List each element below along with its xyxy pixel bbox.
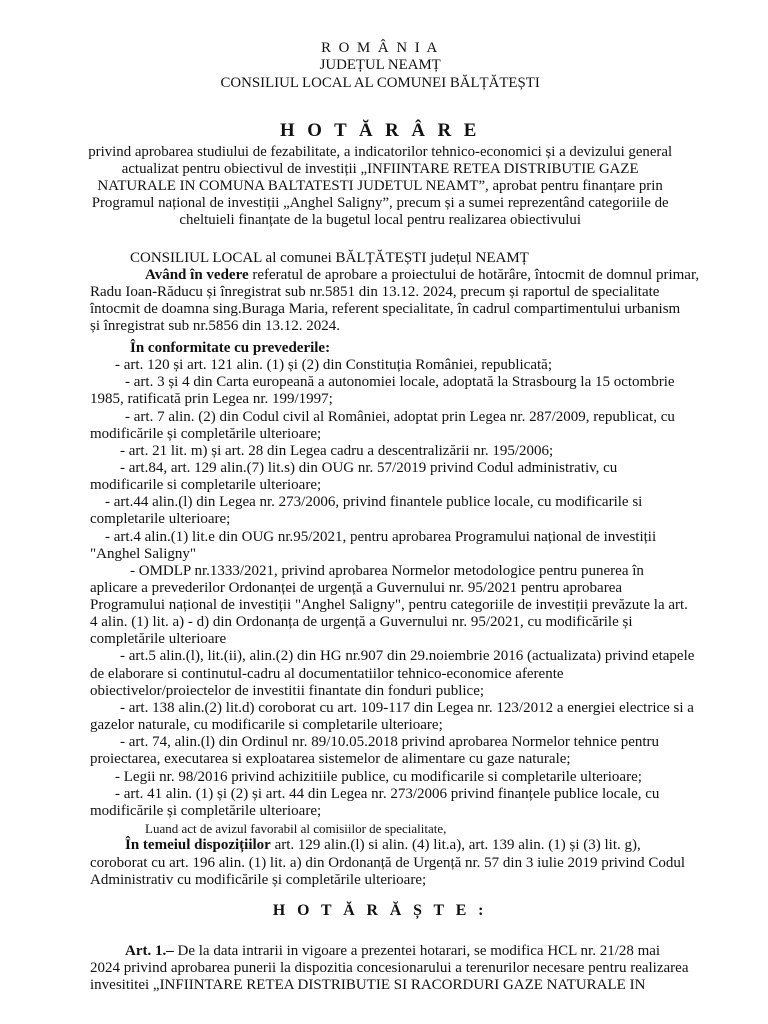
- avand-text: referatul de aprobare a proiectului de hotărâre, întocmit de domnul primar,: [248, 267, 700, 283]
- subject-line: cheltuieli finanțate de la bugetul local pentru realizarea obiectivului: [179, 212, 581, 228]
- avand-paragraph: [145, 267, 699, 284]
- article-1-label: Art. 1.–: [125, 943, 174, 959]
- article-1-line: invesititei „INFIINTARE RETEA DISTRIBUTIE SI RACORDURI GAZE NATURALE IN: [90, 977, 646, 993]
- provision-line: proiectarea, executarea si exploatarea sistemelor de alimentare cu gaze naturale;: [90, 751, 571, 767]
- provision-line: "Anghel Saligny": [90, 546, 196, 562]
- provision-line: - art. 120 și art. 121 alin. (1) și (2) din Constituția României, republicată;: [115, 357, 552, 373]
- temei-text: art. 129 alin.(l) si alin. (4) lit.a), art. 139 alin. (1) și (3) lit. g),: [270, 837, 641, 853]
- avand-line: întocmit de doamna sing.Buraga Maria, referent specialitate, în cadrul compartimentului urbanism: [90, 301, 681, 317]
- subject-line: NATURALE IN COMUNA BALTATESTI JUDETUL NEAMT”, aprobat pentru finanțare prin: [97, 178, 663, 194]
- avand-label: Având în vedere: [145, 267, 249, 283]
- provision-line: - art.44 alin.(l) din Legea nr. 273/2006, privind finantele publice locale, cu modificarile si: [105, 494, 643, 510]
- provision-line: - art.4 alin.(1) lit.e din OUG nr.95/2021, pentru aprobarea Programului național de investiții: [105, 529, 657, 545]
- provision-line: modificările și completările ulterioare;: [90, 803, 322, 819]
- article-1-text: De la data intrarii in vigoare a prezentei hotarari, se modifica HCL nr. 21/28 mai: [173, 943, 661, 959]
- temei-paragraph: [125, 837, 641, 854]
- council-intro: CONSILIUL LOCAL al comunei BĂLȚĂTEȘTI județul NEAMȚ: [130, 250, 529, 266]
- conformitate-heading: În conformitate cu prevederile:: [130, 340, 331, 356]
- provision-line: - OMDLP nr.1333/2021, privind aprobarea Normelor metodologice pentru punerea în: [130, 563, 644, 579]
- temei-label: În temeiul dispozițiilor: [125, 837, 271, 853]
- provision-line: - art.5 alin.(l), lit.(ii), alin.(2) din HG nr.907 din 29.noiembrie 2016 (actualizata) privind etapele: [120, 648, 695, 664]
- provision-line: - art. 138 alin.(2) lit.d) coroborat cu art. 109-117 din Legea nr. 123/2012 a energiei electrice si a: [120, 700, 694, 716]
- document-title: H O T Ă R Â R E: [279, 120, 481, 141]
- header-council: CONSILIUL LOCAL AL COMUNEI BĂLȚĂTEȘTI: [220, 75, 540, 91]
- provision-line: - art. 21 lit. m) și art. 28 din Legea cadru a descentralizării nr. 195/2006;: [120, 443, 554, 459]
- provision-line: completarile ulterioare;: [90, 511, 231, 527]
- decide-heading: H O T Ă R Ă Ș T E :: [272, 902, 488, 919]
- provision-line: 1985, ratificată prin Legea nr. 199/1997;: [90, 391, 333, 407]
- header-country: R O M Â N I A: [321, 40, 440, 56]
- provision-line: modificările și completările ulterioare;: [90, 426, 322, 442]
- avand-line: Radu Ioan-Răducu și înregistrat sub nr.5851 din 13.12. 2024, precum și raportul de specialitate: [90, 284, 660, 300]
- provision-line: - art. 74, alin.(l) din Ordinul nr. 89/10.05.2018 privind aprobarea Normelor tehnice pentru: [120, 734, 660, 750]
- subject-line: privind aprobarea studiului de fezabilitate, a indicatorilor tehnico-economici și a devizului general: [88, 144, 673, 160]
- article-1-line: 2024 privind aprobarea punerii la dispozitia concesionarului a terenurilor necesare pentru realizarea: [90, 960, 689, 976]
- header-county: JUDEȚUL NEAMȚ: [319, 57, 441, 73]
- provision-line: de elaborare si continutul-cadru al documentatiilor tehnico-economice aferente: [90, 666, 564, 682]
- avand-line: și înregistrat sub nr.5856 din 13.12. 2024.: [90, 318, 340, 334]
- provision-line: - art.84, art. 129 alin.(7) lit.s) din OUG nr. 57/2019 privind Codul administrativ, cu: [120, 460, 618, 476]
- aviz-line: Luand act de avizul favorabil al comisiilor de specialitate,: [145, 821, 447, 836]
- provision-line: aplicare a prevederilor Ordonanței de urgență a Guvernului nr. 95/2021 pentru aprobarea: [90, 580, 623, 596]
- provision-line: gazelor naturale, cu modificarile si completarile ulterioare;: [90, 717, 443, 733]
- temei-line: Administrativ cu modificările și completările ulterioare;: [90, 872, 427, 888]
- provision-line: completările ulterioare: [90, 631, 227, 647]
- provision-line: - art. 7 alin. (2) din Codul civil al României, adoptat prin Legea nr. 287/2009, republicat, cu: [125, 409, 675, 425]
- provision-line: obiectivelor/proiectelor de investitii finantate din fonduri publice;: [90, 683, 485, 699]
- provision-line: modificarile si completarile ulterioare;: [90, 477, 322, 493]
- provision-line: - art. 41 alin. (1) și (2) și art. 44 din Legea nr. 273/2006 privind finanțele publice locale, cu: [115, 786, 660, 802]
- provision-line: - Legii nr. 98/2016 privind achizitiile publice, cu modificarile si completarile ulterioare;: [115, 769, 642, 785]
- provision-line: - art. 3 și 4 din Carta europeană a autonomiei locale, adoptată la Strasbourg la 15 octombrie: [125, 374, 675, 390]
- provision-line: 4 alin. (1) lit. a) - d) din Ordonanța de urgență a Guvernului nr. 95/2021, cu modificările și: [90, 614, 633, 630]
- provision-line: Programului național de investiții "Anghel Saligny", pentru categoriile de investiții prevăzute la art.: [90, 597, 688, 613]
- subject-line: Programul național de investiții „Anghel Saligny”, precum și a sumei reprezentând categoriile de: [91, 195, 669, 211]
- article-1: [125, 943, 660, 960]
- temei-line: coroborat cu art. 196 alin. (1) lit. a) din Ordonanță de Urgență nr. 57 din 3 iulie 2019 privind Codul: [90, 855, 686, 871]
- subject-line: actualizat pentru obiectivul de investiții „INFIINTARE RETEA DISTRIBUTIE GAZE: [121, 161, 639, 177]
